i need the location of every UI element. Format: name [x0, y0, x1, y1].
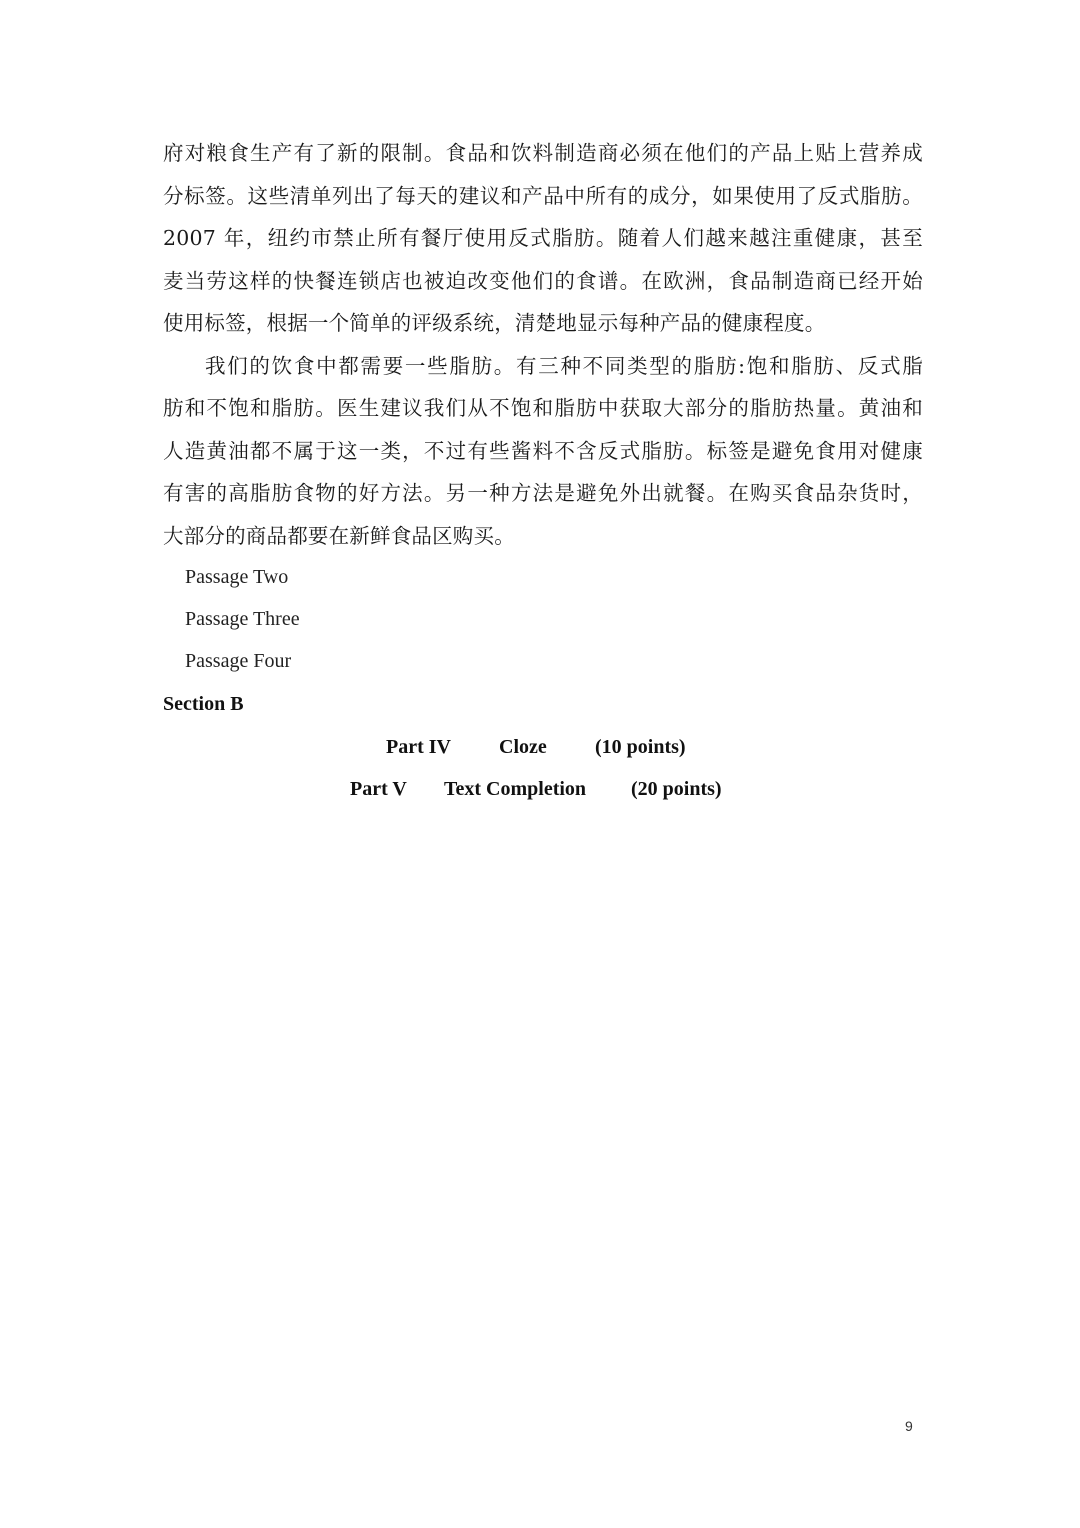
part-iv-label: Part IV	[386, 736, 451, 758]
part-iv-points: (10 points)	[595, 736, 686, 758]
paragraph-2-line-5: 大部分的商品都要在新鲜食品区购买。	[163, 523, 515, 548]
part-v-points: (20 points)	[631, 778, 722, 800]
part-iv-title: Cloze	[499, 736, 547, 758]
passage-three-heading: Passage Three	[185, 608, 300, 630]
paragraph-1-line-1: 府对粮食生产有了新的限制。食品和饮料制造商必须在他们的产品上贴上营养成	[163, 141, 923, 165]
paragraph-1-line-4: 麦当劳这样的快餐连锁店也被迫改变他们的食谱。在欧洲，食品制造商已经开始	[163, 268, 923, 293]
paragraph-2-line-1: 我们的饮食中都需要一些脂肪。有三种不同类型的脂肪:饱和脂肪、反式脂	[205, 353, 923, 378]
passage-four-heading: Passage Four	[185, 650, 292, 672]
page-number: 9	[905, 1418, 913, 1434]
passage-two-heading: Passage Two	[185, 566, 289, 588]
chinese-translation-text	[163, 132, 923, 557]
part-v-label: Part V	[350, 778, 407, 800]
section-b-heading: Section B	[163, 693, 244, 715]
part-v-title: Text Completion	[444, 778, 587, 800]
paragraph-2-line-2: 肪和不饱和脂肪。医生建议我们从不饱和脂肪中获取大部分的脂肪热量。黄油和	[163, 396, 923, 420]
paragraph-2-line-3: 人造黄油都不属于这一类，不过有些酱料不含反式脂肪。标签是避免食用对健康	[163, 438, 923, 463]
paragraph-1-line-3: 2007 年，纽约市禁止所有餐厅使用反式脂肪。随着人们越来越注重健康，甚至	[163, 226, 923, 250]
paragraph-1-line-2: 分标签。这些清单列出了每天的建议和产品中所有的成分，如果使用了反式脂肪。	[163, 183, 923, 208]
paragraph-1-line-5: 使用标签，根据一个简单的评级系统，清楚地显示每种产品的健康程度。	[163, 311, 826, 335]
paragraph-2-line-4: 有害的高脂肪食物的好方法。另一种方法是避免外出就餐。在购买食品杂货时，	[163, 481, 923, 505]
